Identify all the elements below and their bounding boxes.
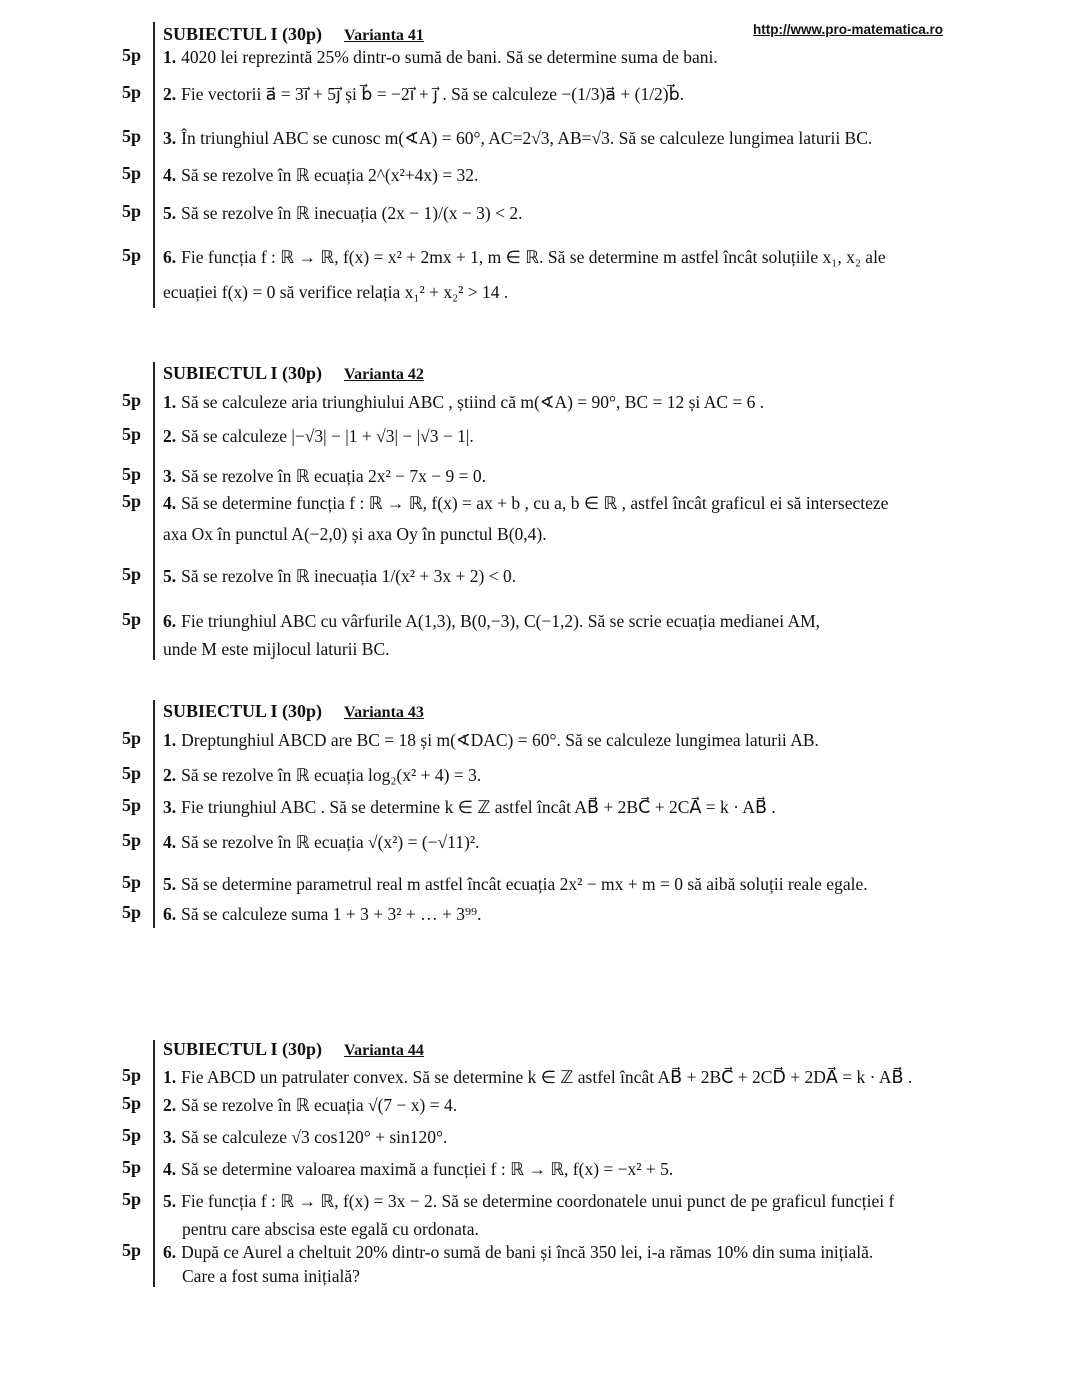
variant-label: Varianta 44 [344, 1042, 424, 1059]
problem-number: 4. [163, 493, 177, 513]
points-label: 5p [122, 795, 142, 815]
points-label: 5p [122, 464, 142, 484]
points-label: 5p [122, 1189, 142, 1209]
points-label: 5p [122, 201, 142, 221]
problem-number: 6. [163, 611, 177, 631]
points-label: 5p [122, 564, 142, 584]
points-label: 5p [122, 126, 142, 146]
problem-statement: unde M este mijlocul laturii BC. [163, 639, 390, 659]
problem-number: 5. [163, 203, 177, 223]
variant-label: Varianta 42 [344, 366, 424, 383]
subject-label: SUBIECTUL I (30p) [163, 701, 323, 721]
problem-number: 1. [163, 392, 177, 412]
problem-text [163, 466, 486, 487]
section-divider [153, 362, 155, 660]
points-label: 5p [122, 1240, 142, 1260]
problem-text [163, 832, 479, 853]
problem-statement: Să se calculeze √3 cos120° + sin120°. [181, 1127, 448, 1147]
problem-statement: axa Ox în punctul A(−2,0) și axa Oy în punctul B(0,4). [163, 524, 547, 544]
section-title [163, 24, 424, 45]
problem-text [163, 566, 516, 587]
problem-number: 4. [163, 832, 177, 852]
problem-text [163, 47, 718, 68]
points-label: 5p [122, 424, 142, 444]
points-label: 5p [122, 390, 142, 410]
problem-number: 3. [163, 797, 177, 817]
problem-number: 5. [163, 566, 177, 586]
problem-number: 6. [163, 247, 177, 267]
problem-statement: Fie triunghiul ABC . Să se determine k ∈ ℤ astfel încât AB⃗ + 2BC⃗ + 2CA⃗ = k · AB⃗ . [181, 797, 776, 817]
section-title [163, 1039, 424, 1060]
problem-text [163, 874, 868, 895]
problem-number: 1. [163, 730, 177, 750]
problem-statement: 4020 lei reprezintă 25% dintr-o sumă de bani. Să se determine suma de bani. [181, 47, 718, 67]
points-label: 5p [122, 872, 142, 892]
problem-statement: Fie triunghiul ABC cu vârfurile A(1,3), B(0,−3), C(−1,2). Să se scrie ecuația medianei AM, [181, 611, 821, 631]
problem-text [163, 1191, 894, 1212]
problem-statement: Să se rezolve în ℝ inecuația 1/(x² + 3x + 2) < 0. [181, 566, 517, 586]
problem-text [163, 128, 872, 149]
problem-text [163, 611, 820, 632]
problem-statement: Să se determine parametrul real m astfel încât ecuația 2x² − mx + m = 0 să aibă soluții reale egale. [181, 874, 868, 894]
problem-text [163, 1095, 457, 1116]
problem-text [163, 493, 888, 514]
problem-text [163, 392, 764, 413]
section-divider [153, 1040, 155, 1287]
problem-text [163, 639, 390, 660]
problem-number: 2. [163, 765, 177, 785]
problem-number: 3. [163, 1127, 177, 1147]
section-title [163, 363, 424, 384]
problem-statement: Care a fost suma inițială? [182, 1266, 360, 1286]
problem-number: 1. [163, 1067, 177, 1087]
problem-statement: Fie funcția f : ℝ → ℝ, f(x) = x² + 2mx + 1, m ∈ ℝ. Să se determine m astfel încât soluțiile x₁, x₂ ale [181, 247, 886, 267]
problem-statement: Să se determine funcția f : ℝ → ℝ, f(x) = ax + b , cu a, b ∈ ℝ , astfel încât graficul ei să intersecteze [181, 493, 889, 513]
points-label: 5p [122, 763, 142, 783]
problem-text [163, 247, 886, 268]
section-title [163, 701, 424, 722]
problem-statement: Dreptunghiul ABCD are BC = 18 și m(∢DAC) = 60°. Să se calculeze lungimea laturii AB. [181, 730, 819, 750]
points-label: 5p [122, 491, 142, 511]
problem-text [163, 426, 474, 447]
problem-number: 5. [163, 1191, 177, 1211]
problem-text [163, 282, 508, 303]
points-label: 5p [122, 1157, 142, 1177]
problem-number: 6. [163, 1242, 177, 1262]
points-label: 5p [122, 245, 142, 265]
problem-text [163, 1242, 873, 1263]
problem-number: 1. [163, 47, 177, 67]
problem-number: 5. [163, 874, 177, 894]
section-divider [153, 22, 155, 308]
subject-label: SUBIECTUL I (30p) [163, 24, 323, 44]
problem-statement: Să se rezolve în ℝ ecuația √(x²) = (−√11)². [181, 832, 480, 852]
problem-text [182, 1266, 360, 1287]
problem-text [163, 203, 522, 224]
points-label: 5p [122, 830, 142, 850]
problem-number: 3. [163, 128, 177, 148]
variant-label: Varianta 41 [344, 27, 424, 44]
problem-number: 2. [163, 426, 177, 446]
points-label: 5p [122, 45, 142, 65]
problem-statement: Să se rezolve în ℝ inecuația (2x − 1)/(x − 3) < 2. [181, 203, 523, 223]
variant-label: Varianta 43 [344, 704, 424, 721]
problem-text [163, 797, 776, 818]
points-label: 5p [122, 609, 142, 629]
problem-text [163, 904, 482, 925]
problem-text [163, 165, 478, 186]
problem-statement: Să se rezolve în ℝ ecuația log₂(x² + 4) = 3. [181, 765, 482, 785]
problem-statement: Să se determine valoarea maximă a funcției f : ℝ → ℝ, f(x) = −x² + 5. [181, 1159, 674, 1179]
problem-statement: Să se calculeze suma 1 + 3 + 3² + … + 3⁹⁹. [181, 904, 482, 924]
problem-statement: După ce Aurel a cheltuit 20% dintr-o sumă de bani și încă 350 lei, i-a rămas 10% din suma inițială. [181, 1242, 874, 1262]
problem-statement: ecuației f(x) = 0 să verifice relația x₁² + x₂² > 14 . [163, 282, 509, 302]
problem-statement: Să se calculeze aria triunghiului ABC , știind că m(∢A) = 90°, BC = 12 și AC = 6 . [181, 392, 765, 412]
points-label: 5p [122, 163, 142, 183]
problem-text [163, 1067, 912, 1088]
problem-statement: Să se rezolve în ℝ ecuația 2x² − 7x − 9 = 0. [181, 466, 486, 486]
points-label: 5p [122, 728, 142, 748]
problem-statement: Să se calculeze |−√3| − |1 + √3| − |√3 − 1|. [181, 426, 474, 446]
problem-number: 4. [163, 1159, 177, 1179]
points-label: 5p [122, 82, 142, 102]
problem-number: 2. [163, 1095, 177, 1115]
problem-text [163, 84, 684, 105]
header-link[interactable]: http://www.pro-matematica.ro [753, 22, 944, 37]
problem-statement: Să se rezolve în ℝ ecuația 2^(x²+4x) = 32. [181, 165, 479, 185]
problem-text [163, 524, 547, 545]
points-label: 5p [122, 1065, 142, 1085]
problem-statement: Fie vectorii a⃗ = 3i⃗ + 5j⃗ și b⃗ = −2i⃗ + j⃗ . Să se calculeze −(1/3)a⃗ + (1/2)b⃗. [181, 84, 685, 104]
problem-text [182, 1219, 479, 1240]
problem-statement: Fie ABCD un patrulater convex. Să se determine k ∈ ℤ astfel încât AB⃗ + 2BC⃗ + 2CD⃗ + 2DA⃗ = k · AB⃗ . [181, 1067, 913, 1087]
points-label: 5p [122, 1125, 142, 1145]
problem-statement: În triunghiul ABC se cunosc m(∢A) = 60°, AC=2√3, AB=√3. Să se calculeze lungimea laturii BC. [181, 128, 873, 148]
subject-label: SUBIECTUL I (30p) [163, 1039, 323, 1059]
problem-text [163, 765, 481, 786]
points-label: 5p [122, 902, 142, 922]
problem-statement: Fie funcția f : ℝ → ℝ, f(x) = 3x − 2. Să se determine coordonatele unui punct de pe graficul funcției f [181, 1191, 895, 1211]
section-divider [153, 700, 155, 928]
problem-number: 3. [163, 466, 177, 486]
problem-text [163, 1159, 673, 1180]
problem-number: 2. [163, 84, 177, 104]
problem-text [163, 1127, 447, 1148]
subject-label: SUBIECTUL I (30p) [163, 363, 323, 383]
problem-text [163, 730, 819, 751]
problem-statement: Să se rezolve în ℝ ecuația √(7 − x) = 4. [181, 1095, 458, 1115]
points-label: 5p [122, 1093, 142, 1113]
problem-number: 4. [163, 165, 177, 185]
problem-number: 6. [163, 904, 177, 924]
problem-statement: pentru care abscisa este egală cu ordonata. [182, 1219, 479, 1239]
